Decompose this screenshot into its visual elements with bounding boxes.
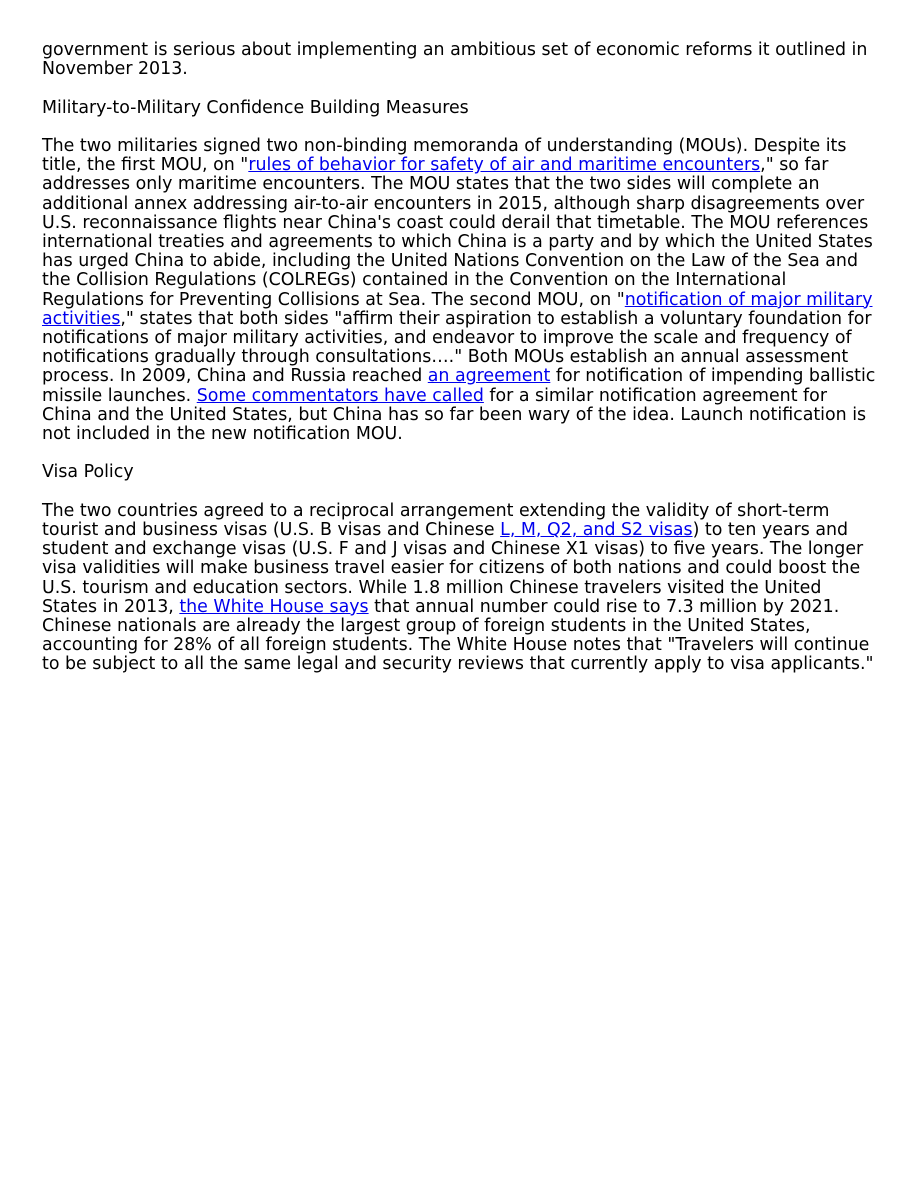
visa-text-3: that annual number could rise to 7.3 million by 2021. Chinese nationals are already the largest group of foreign students in the United States, accounting for 28% of all foreign students. The White House notes that "Travelers will continue to be subject to all the same legal and security reviews that currently apply to visa applicants." xyxy=(42,596,874,675)
intro-paragraph xyxy=(42,41,882,79)
visa-text-1: The two countries agreed to a reciprocal arrangement extending the validity of short-term tourist and business visas (U.S. B visas and Chinese xyxy=(42,500,830,541)
visa-policy-heading: Visa Policy xyxy=(42,462,134,483)
military-cbm-heading: Military-to-Military Confidence Building Measures xyxy=(42,97,469,118)
link-some-commentators[interactable]: Some commentators have called xyxy=(196,385,484,406)
military-text-5: for a similar notification agreement for China and the United States, but China has so far been wary of the idea. Launch notification is not included in the new notification MOU. xyxy=(42,385,867,445)
link-rules-of-behavior[interactable]: rules of behavior for safety of air and maritime encounters xyxy=(248,155,761,176)
military-text-3: ," states that both sides "affirm their aspiration to establish a voluntary foundation for notifications of major military activities, and endeavor to improve the scale and frequency of notifications gradually through consultations…." Both MOUs establish an annual assessment process. In 2009, China and Russia reached xyxy=(42,308,872,387)
intro-text: government is serious about implementing an ambitious set of economic reforms it outlined in November 2013. xyxy=(42,40,868,80)
military-cbm-paragraph xyxy=(42,137,882,444)
link-visa-types[interactable]: L, M, Q2, and S2 visas xyxy=(500,520,693,541)
military-text-4: for notification of impending ballistic missile launches. xyxy=(42,366,876,406)
visa-text-2: ) to ten years and student and exchange visas (U.S. F and J visas and Chinese X1 visas) to five years. The longer visa validities will make business travel easier for citizens of both nations and could boost the U.S. tourism and education sectors. While 1.8 million Chinese travelers visited the United States in 2013, xyxy=(42,520,864,617)
link-white-house-says[interactable]: the White House says xyxy=(179,596,369,617)
link-notification-military-activities[interactable]: notification of major military activities xyxy=(42,289,873,329)
article-body xyxy=(42,41,882,694)
military-text-2: ," so far addresses only maritime encounters. The MOU states that the two sides will complete an additional annex addressing air-to-air encounters in 2015, although sharp disagreements over U.S. reconnaissance flights near China's coast could derail that timetable. The MOU references international treaties and agreements to which China is a party and by which the United States has urged China to abide, including the United Nations Convention on the Law of the Sea and the Collision Regulations (COLREGs) contained in the Convention on the International Regulations for Preventing Collisions at Sea. The second MOU, on " xyxy=(42,155,873,310)
visa-policy-paragraph xyxy=(42,502,882,675)
military-text-1: The two militaries signed two non-binding memoranda of understanding (MOUs). Despite its title, the first MOU, on " xyxy=(42,135,847,176)
link-an-agreement[interactable]: an agreement xyxy=(427,366,551,387)
